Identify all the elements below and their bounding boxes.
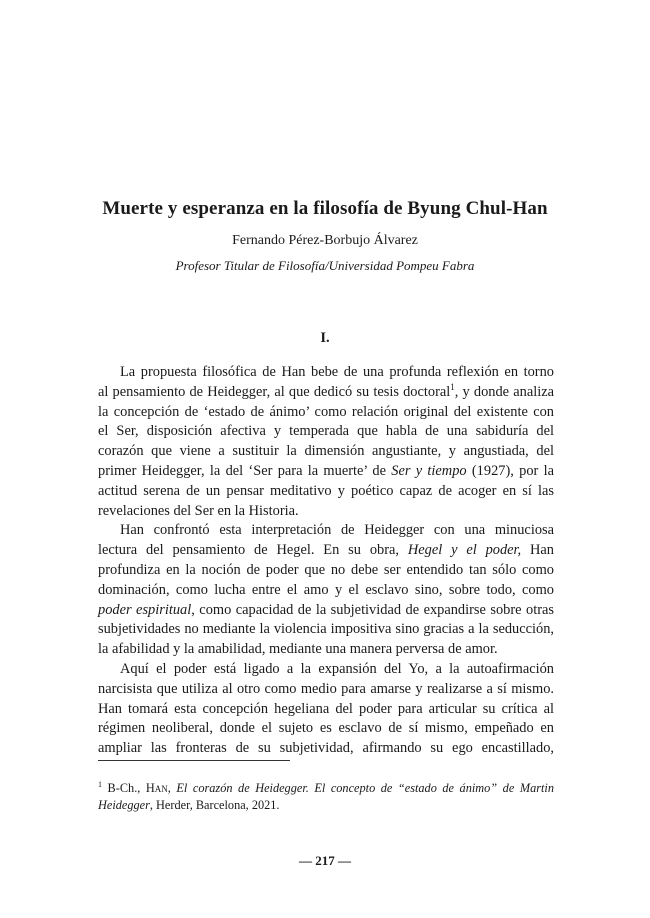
text-line: primer Heidegger, la del ‘Ser para la muerte’ de Ser y tiempo (1927), por la (98, 462, 554, 479)
text-line: narcisista que utiliza al otro como medio para amarse y realizarse a sí mismo. (98, 680, 554, 697)
body-text (98, 363, 554, 759)
footnote-mark: 1 (98, 779, 102, 789)
text-line: Aquí el poder está ligado a la expansión del Yo, a la autoafirmación (120, 660, 554, 677)
text-line: La propuesta filosófica de Han bebe de una profunda reflexión en torno (120, 364, 554, 380)
text-line: al pensamiento de Heidegger, al que dedicó su tesis doctoral$^1$, y donde analiza (98, 382, 554, 400)
book-title: Heidegger (98, 798, 150, 812)
author-surname: Han (145, 781, 168, 795)
footnote-line: Heidegger, Herder, Barcelona, 2021. (98, 798, 280, 812)
text-line: subjetividades no mediante la violencia impositiva sino gracias a la seducción, (98, 621, 554, 638)
author-name: Fernando Pérez-Borbujo Álvarez (232, 233, 418, 248)
text-line: régimen neoliberal, donde el sujeto es esclavo de sí mismo, empeñado en (98, 720, 554, 737)
text-line: revelaciones del Ser en la Historia. (98, 502, 299, 519)
footnote (98, 780, 554, 814)
book-title: Hegel y el poder, (407, 542, 522, 559)
text-line: profundiza en la noción de poder que no debe ser entendido tan sólo como (98, 561, 554, 578)
text-line: corazón que viene a sustituir la dimensión angustiante, y angustiada, del (98, 443, 554, 460)
text-line: Han tomará esta concepción hegeliana del poder para articular su crítica al (98, 700, 554, 717)
text-line: dominación, como lucha entre el amo y el esclavo sino, sobre todo, como (98, 581, 554, 598)
text-line: ampliar las fronteras de su subjetividad, afirmando su ego encastillado, (98, 740, 554, 757)
book-title: El corazón de Heidegger. El concepto de “estado de ánimo” de Martin (176, 781, 554, 795)
footnote-divider (98, 760, 290, 761)
page-number: — 217 — (299, 853, 351, 868)
text-line: Han confrontó esta interpretación de Heidegger con una minuciosa (120, 522, 554, 539)
footnote-line: $^1$ B-Ch., Han, El corazón de Heidegger. El concepto de “estado de ánimo” de Martin (98, 779, 554, 795)
article-title: Muerte y esperanza en la filosofía de Byung Chul-Han (102, 198, 548, 219)
text-line: poder espiritual, como capacidad de la subjetividad de expandirse sobre otras (98, 601, 555, 618)
text-line: actitud serena de un pensar meditativo y poético capaz de acoger en sí las (98, 482, 554, 499)
book-title: Ser y tiempo (391, 462, 467, 479)
footnote-reference[interactable]: 1 (450, 382, 455, 392)
text-line: lectura del pensamiento de Hegel. En su obra, Hegel y el poder, Han (98, 542, 554, 559)
text-line: el Ser, disposición afectiva y temperada que habla de una sabiduría del (98, 423, 554, 440)
author-affiliation: Profesor Titular de Filosofía/Universidad Pompeu Fabra (175, 258, 475, 273)
text-line: la afabilidad y la amabilidad, mediante una manera perversa de amor. (98, 641, 498, 658)
text-line: la concepción de ‘estado de ánimo’ como relación original del existente con (98, 403, 554, 420)
emphasis: poder espiritual (98, 601, 192, 618)
section-heading: I. (320, 330, 330, 346)
